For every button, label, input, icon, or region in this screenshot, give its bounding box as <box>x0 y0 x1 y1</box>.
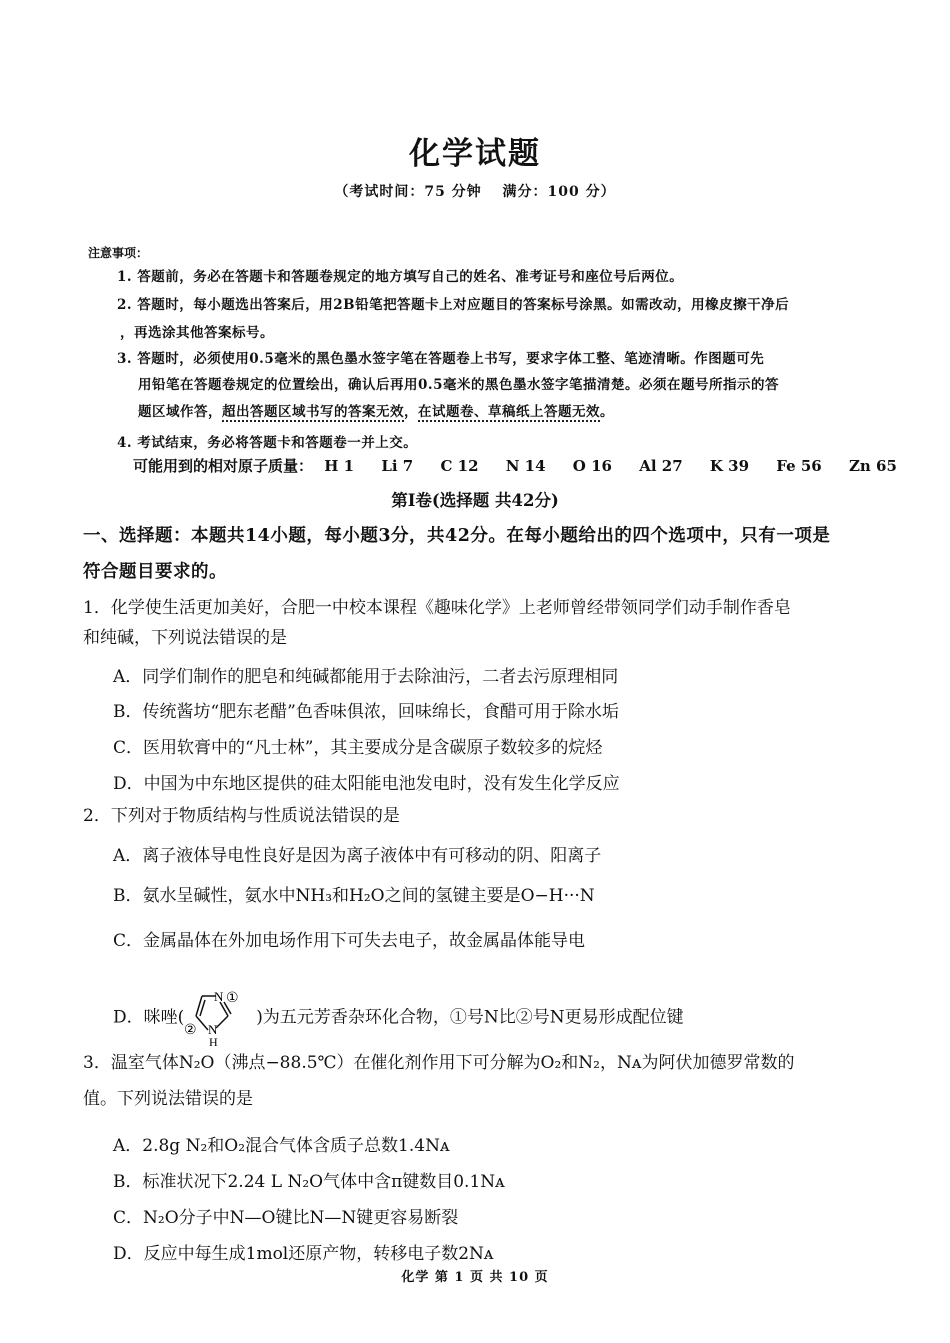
q3-option-c: C．N₂O分子中N—O键比N—N键更容易断裂 <box>113 1208 459 1228</box>
page-footer: 化学 第 1 页 共 10 页 <box>401 1270 549 1285</box>
q2-option-c: C．金属晶体在外加电场作用下可失去电子，故金属晶体能导电 <box>113 931 586 951</box>
atomic-mass: Fe 56 <box>776 457 822 475</box>
atomic-mass: N 14 <box>505 457 546 475</box>
q3-stem-cont: 值。下列说法错误的是 <box>83 1089 253 1109</box>
notice-item-3-cont: 用铅笔在答题卷规定的位置绘出，确认后再用0.5毫米的黑色墨水签字笔描清楚。必须在题号所指示的答 <box>138 377 779 393</box>
atomic-mass-label: 可能用到的相对原子质量： <box>133 457 314 475</box>
notice-emphasis: 在试题卷、草稿纸上答题无效 <box>418 404 600 420</box>
atomic-mass: H 1 <box>324 457 355 475</box>
notice-item-1: 1. 答题前，务必在答题卡和答题卷规定的地方填写自己的姓名、准考证号和座位号后两位。 <box>117 269 684 285</box>
q2-stem: 2．下列对于物质结构与性质说法错误的是 <box>83 806 400 826</box>
notice-heading: 注意事项： <box>88 246 149 260</box>
q2-option-a: A．离子液体导电性良好是因为离子液体中有可移动的阴、阳离子 <box>113 846 602 866</box>
page-title: 化学试题 <box>409 136 541 172</box>
q3-option-b: B．标准状况下2.24 L N₂O气体中含π键数目0.1Nᴀ <box>113 1172 505 1192</box>
q1-option-b: B．传统酱坊“肥东老醋”色香味俱浓，回味绵长，食醋可用于除水垢 <box>113 702 619 722</box>
notice-item-3-cont2 <box>138 398 818 426</box>
atomic-mass: Li 7 <box>381 457 414 475</box>
nh-label: N <box>208 1022 218 1037</box>
part-title: 第Ⅰ卷(选择题 共42分) <box>391 491 559 510</box>
n1-marker: ① <box>226 990 239 1006</box>
notice-item-2: 2. 答题时，每小题选出答案后，用2B铅笔把答题卡上对应题目的答案标号涂黑。如需改动，用橡皮擦干净后 <box>117 297 790 313</box>
q2-option-d-suffix: )为五元芳香杂环化合物，①号N比②号N更易形成配位键 <box>256 1007 684 1028</box>
section-title: 一、选择题：本题共14小题，每小题3分，共42分。在每小题给出的四个选项中，只有一项是 <box>83 526 831 546</box>
q1-option-d: D．中国为中东地区提供的硅太阳能电池发电时，没有发生化学反应 <box>113 774 620 794</box>
q3-stem: 3．温室气体N₂O（沸点−88.5℃）在催化剂作用下可分解为O₂和N₂，Nᴀ为阿伏加德罗常数的 <box>83 1053 795 1073</box>
atomic-mass: O 16 <box>572 457 612 475</box>
q1-option-c: C．医用软膏中的“凡士林”，其主要成分是含碳原子数较多的烷烃 <box>113 738 603 758</box>
atomic-mass: C 12 <box>440 457 479 475</box>
atomic-mass: K 39 <box>709 457 750 475</box>
h-label: H <box>209 1035 218 1048</box>
q2-option-d-prefix: D．咪唑( <box>113 1007 185 1028</box>
atomic-masses <box>133 455 919 476</box>
imidazole-structure <box>184 988 256 1048</box>
notice-item-2-cont: ，再选涂其他答案标号。 <box>120 325 274 341</box>
q1-stem-cont: 和纯碱，下列说法错误的是 <box>83 628 287 648</box>
imidazole-ring-diagram <box>184 988 256 1048</box>
q2-option-b: B．氨水呈碱性，氨水中NH₃和H₂O之间的氢键主要是O−H···N <box>113 886 595 906</box>
section-title-cont: 符合题目要求的。 <box>83 562 227 582</box>
atomic-mass: Al 27 <box>639 457 683 475</box>
q2-option-d <box>113 988 684 1048</box>
q3-option-a: A．2.8g N₂和O₂混合气体含质子总数1.4Nᴀ <box>113 1136 450 1156</box>
q1-option-a: A．同学们制作的肥皂和纯碱都能用于去除油污，二者去污原理相同 <box>113 667 619 687</box>
q3-option-d: D．反应中每生成1mol还原产物，转移电子数2Nᴀ <box>113 1244 494 1264</box>
notice-emphasis: 超出答题区域书写的答案无效 <box>222 404 404 420</box>
notice-text: ， <box>404 404 418 420</box>
notice-text: 题区域作答， <box>138 404 222 420</box>
n2-marker: ② <box>184 1022 197 1038</box>
notice-text: 。 <box>600 404 614 420</box>
n1-label: N <box>214 989 224 1004</box>
notice-item-3: 3. 答题时，必须使用0.5毫米的黑色墨水签字笔在答题卷上书写，要求字体工整、笔迹清晰。作图题可先 <box>117 351 765 367</box>
atomic-mass: Zn 65 <box>848 457 897 475</box>
q1-stem: 1．化学使生活更加美好，合肥一中校本课程《趣味化学》上老师曾经带领同学们动手制作香皂 <box>83 598 791 618</box>
exam-info: （考试时间：75 分钟 满分：100 分） <box>334 184 616 200</box>
notice-item-4: 4. 考试结束，务必将答题卡和答题卷一并上交。 <box>117 435 418 451</box>
